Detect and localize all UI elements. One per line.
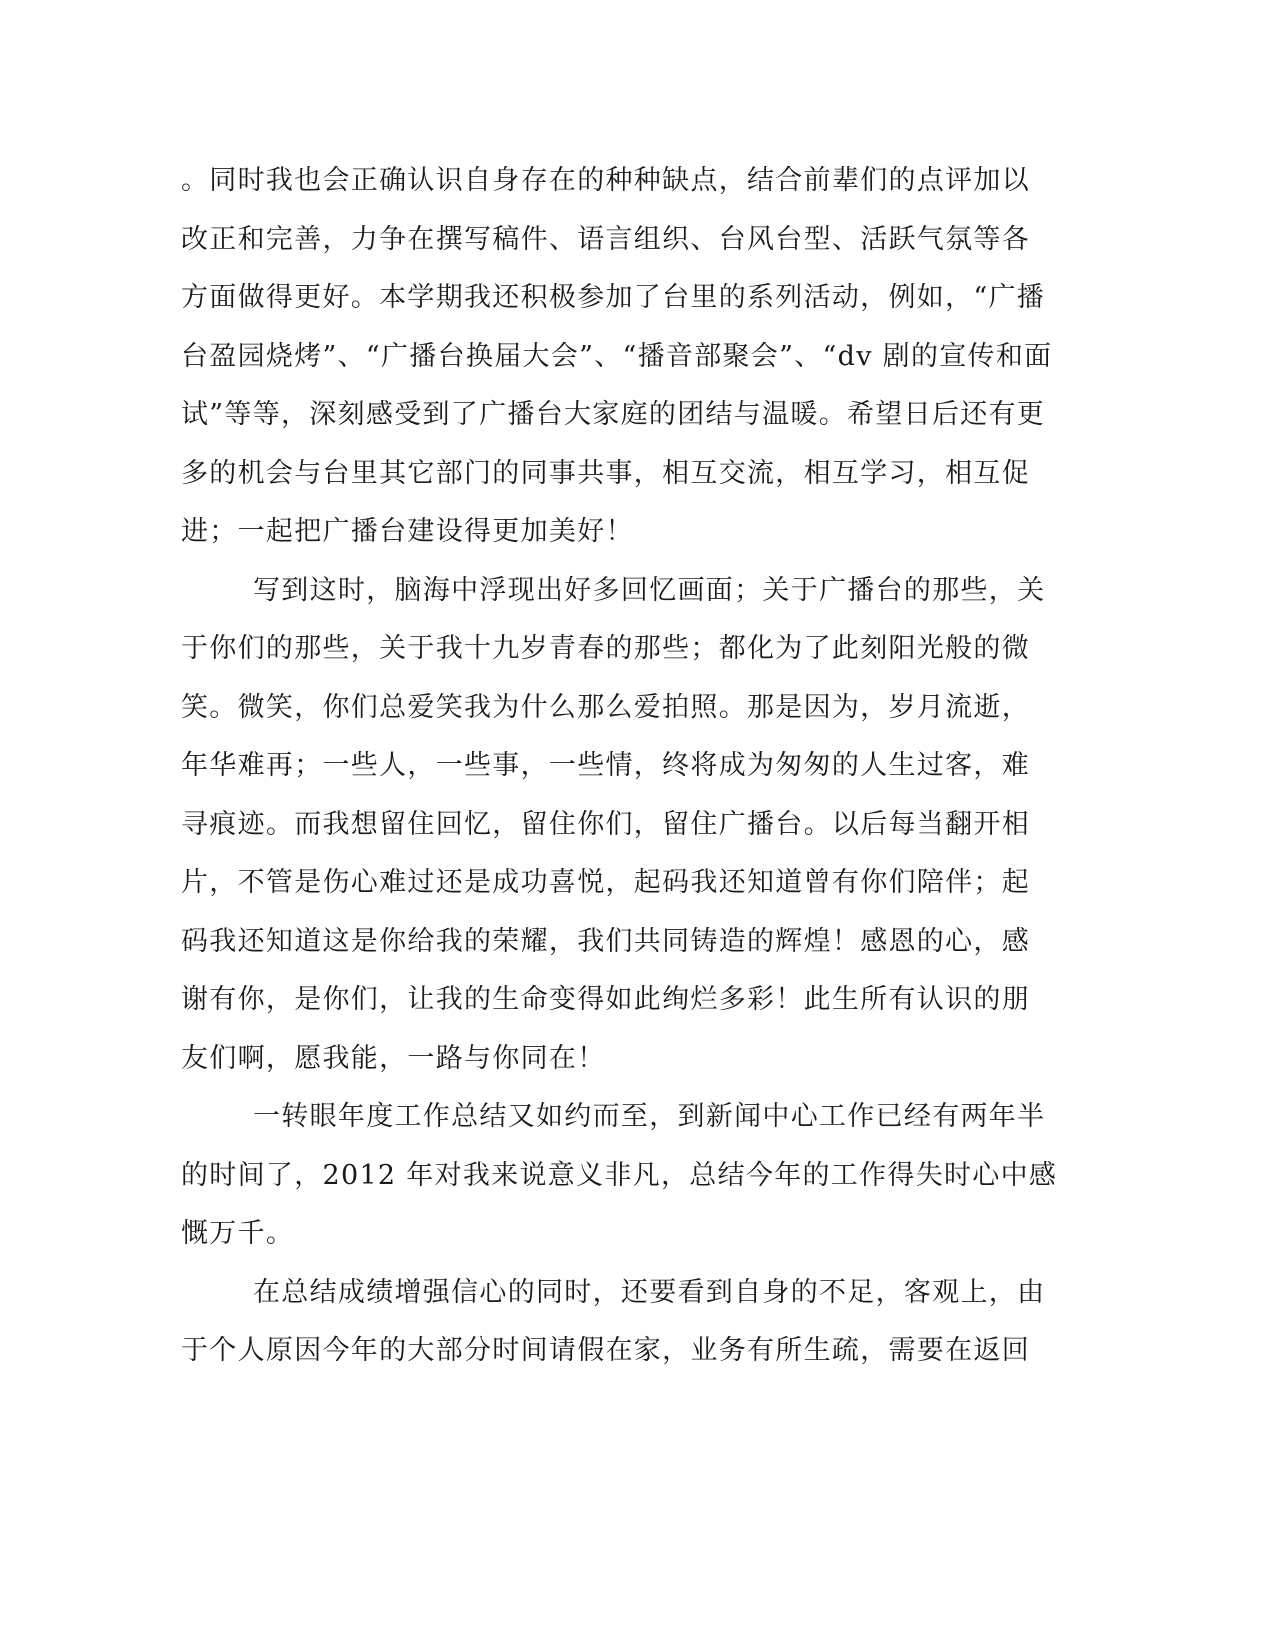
text-line: 片，不管是伤心难过还是成功喜悦，起码我还知道曾有你们陪伴；起	[181, 867, 1030, 898]
text-line: 试”等等，深刻感受到了广播台大家庭的团结与温暖。希望日后还有更	[181, 399, 1046, 430]
paragraph-first-line: 写到这时，脑海中浮现出好多回忆画面；关于广播台的那些，关	[253, 574, 1046, 606]
text-line: 慨万千。	[181, 1218, 295, 1249]
text-line: 友们啊，愿我能，一路与你同在！	[181, 1042, 606, 1074]
text-line: 笑。微笑，你们总爱笑我为什么那么爱拍照。那是因为，岁月流逝，	[181, 691, 1030, 723]
paragraph-first-line: 一转眼年度工作总结又如约而至，到新闻中心工作已经有两年半	[253, 1101, 1046, 1132]
text-line: 台盈园烧烤”、“广播台换届大会”、“播音部聚会”、“dv 剧的宣传和面	[181, 340, 1053, 372]
paragraph-first-line: 在总结成绩增强信心的同时，还要看到自身的不足，客观上，由	[253, 1276, 1046, 1308]
text-line: 于你们的那些，关于我十九岁青春的那些；都化为了此刻阳光般的微	[181, 633, 1030, 664]
document-body	[181, 152, 1058, 1381]
text-line: 改正和完善，力争在撰写稿件、语言组织、台风台型、活跃气氛等各	[181, 223, 1030, 255]
text-line: 。同时我也会正确认识自身存在的种种缺点，结合前辈们的点评加以	[181, 165, 1030, 196]
text-line: 寻痕迹。而我想留住回忆，留住你们，留住广播台。以后每当翻开相	[181, 808, 1030, 840]
text-line: 的时间了，2012 年对我来说意义非凡，总结今年的工作得失时心中感	[181, 1159, 1058, 1191]
text-line: 于个人原因今年的大部分时间请假在家，业务有所生疏，需要在返回	[181, 1335, 1030, 1366]
text-line: 年华难再；一些人，一些事，一些情，终将成为匆匆的人生过客，难	[181, 750, 1030, 781]
text-line: 进；一起把广播台建设得更加美好！	[181, 516, 634, 547]
text-line: 方面做得更好。本学期我还积极参加了台里的系列活动，例如，“广播	[181, 282, 1046, 313]
text-line: 谢有你，是你们，让我的生命变得如此绚烂多彩！此生所有认识的朋	[181, 984, 1030, 1015]
text-line: 多的机会与台里其它部门的同事共事，相互交流，相互学习，相互促	[181, 457, 1030, 489]
text-line: 码我还知道这是你给我的荣耀，我们共同铸造的辉煌！感恩的心，感	[181, 925, 1030, 957]
